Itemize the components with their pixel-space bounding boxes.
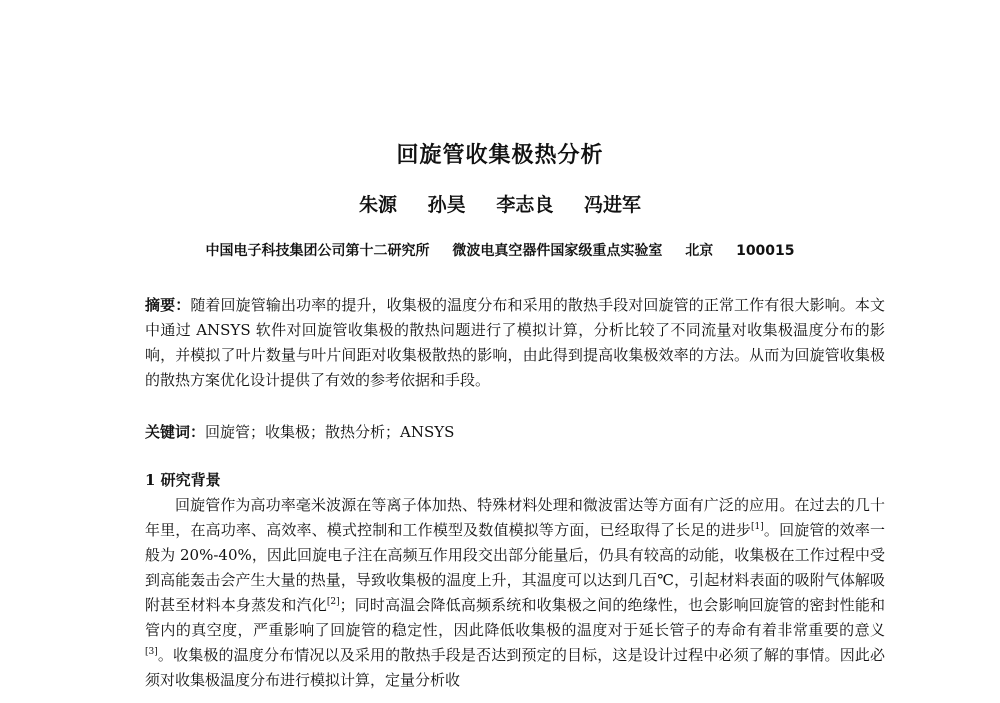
author-list xyxy=(0,190,1000,217)
author-name: 李志良 xyxy=(496,194,554,216)
affiliation xyxy=(0,240,1000,260)
keywords-text: 回旋管；收集极；散热分析；ANSYS xyxy=(205,423,455,441)
citation-ref: [1] xyxy=(751,522,764,532)
body-text: 。回旋管的效率一般为 20%-40%，因此回旋电子注在高频互作用段交出部分能量后，仍具有较高的动能，收集极在工作过程中受到高能轰击会产生大量的热量，导致收集极的温度上升，其温度可以达到几百℃，引起材料表面的吸附气体解吸附甚至材料本身蒸发和汽化 xyxy=(145,521,885,614)
keywords-colon: ： xyxy=(190,423,206,441)
citation-ref: [3] xyxy=(145,647,158,657)
citation-ref: [2] xyxy=(326,597,340,607)
keywords xyxy=(145,420,885,445)
body-text: 回旋管作为高功率毫米波源在等离子体加热、特殊材料处理和微波雷达等方面有广泛的应用。在过去的几十年里，在高功率、高效率、模式控制和工作模型及数值模拟等方面，已经取得了长足的进步 xyxy=(145,496,885,539)
affiliation-lab: 微波电真空器件国家级重点实验室 xyxy=(452,243,663,259)
affiliation-postcode: 100015 xyxy=(736,243,795,259)
abstract-colon: ： xyxy=(175,296,191,314)
body-text: 。收集极的温度分布情况以及采用的散热手段是否达到预定的目标，这是设计过程中必须了解的事情。因此必须对收集极温度分布进行模拟计算，定量分析收 xyxy=(145,646,885,689)
abstract-label: 摘要 xyxy=(145,296,176,314)
paper-title: 回旋管收集极热分析 xyxy=(396,143,604,168)
body-text: ；同时高温会降低高频系统和收集极之间的绝缘性，也会影响回旋管的密封性能和管内的真空度，严重影响了回旋管的稳定性，因此降低收集极的温度对于延长管子的寿命有着非常重要的意义 xyxy=(145,596,885,639)
abstract xyxy=(145,293,885,393)
section-heading: 1 研究背景 xyxy=(145,471,221,489)
keywords-label: 关键词 xyxy=(145,423,191,441)
body-paragraph xyxy=(145,493,885,693)
author-name: 朱源 xyxy=(359,194,398,216)
section-background xyxy=(145,468,885,693)
affiliation-institute: 中国电子科技集团公司第十二研究所 xyxy=(205,243,430,259)
author-name: 孙昊 xyxy=(427,194,466,216)
affiliation-city: 北京 xyxy=(685,243,714,259)
author-name: 冯进军 xyxy=(583,194,641,216)
abstract-text: 随着回旋管输出功率的提升，收集极的温度分布和采用的散热手段对回旋管的正常工作有很大影响。本文中通过 ANSYS 软件对回旋管收集极的散热问题进行了模拟计算，分析比较了不同流量对收集极温度分布的影响，并模拟了叶片数量与叶片间距对收集极散热的影响，由此得到提高收集极效率的方法。从而为回旋管收集极的散热方案优化设计提供了有效的参考依据和手段。 xyxy=(145,296,885,389)
